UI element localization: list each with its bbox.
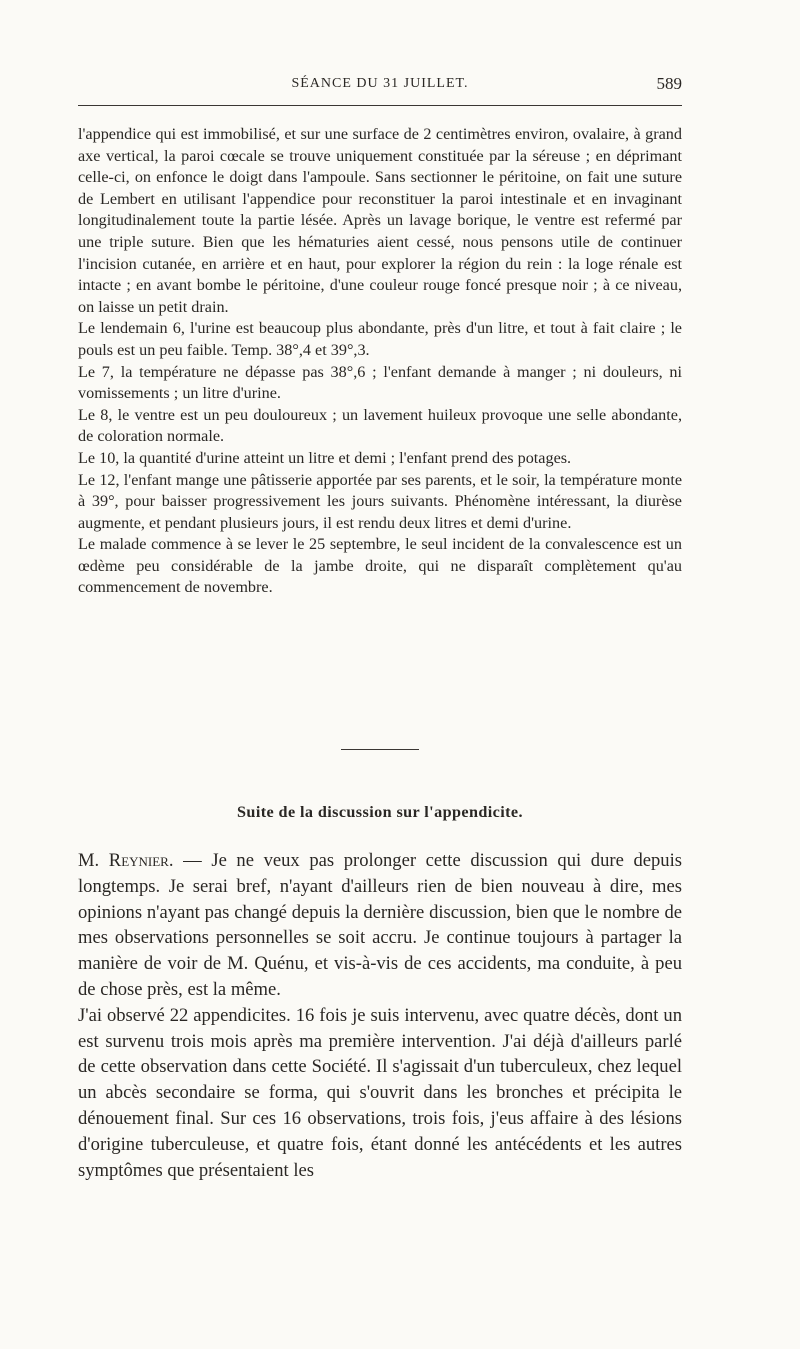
paragraph: Le 12, l'enfant mange une pâtisserie apportée par ses parents, et le soir, la température monte à 39°, pour baisser progressivement les jours suivants. Phénomène intéressant, la diurèse augmente, et pendant plusieurs jours, il est rendu deux litres et demi d'urine. [78, 470, 682, 532]
page-number: 589 [656, 74, 682, 93]
running-header [78, 74, 682, 100]
paragraph: Le 10, la quantité d'urine atteint un litre et demi ; l'enfant prend des potages. [78, 448, 572, 467]
case-report-text [78, 124, 682, 599]
header-title: SÉANCE DU 31 JUILLET. [291, 76, 469, 91]
paragraph: Le 8, le ventre est un peu douloureux ; un lavement huileux provoque une selle abondante, de coloration normale. [78, 405, 682, 446]
discussion-text [78, 848, 682, 1183]
section-title: Suite de la discussion sur l'appendicite. [237, 803, 523, 821]
header-rule [78, 105, 682, 106]
paragraph: Le lendemain 6, l'urine est beaucoup plus abondante, près d'un litre, et tout à fait claire ; le pouls est un peu faible. Temp. 38°,4 et 39°,3. [78, 319, 682, 359]
paragraph-text: — Je ne veux pas prolonger cette discussion qui dure depuis longtemps. Je serai bref, n'ayant d'ailleurs rien de bien nouveau à dire, mes opinions n'ayant pas changé depuis la dernière discussion, bien que le nombre de mes observations personnelles se soit accru. Je continue toujours à partager la manière de voir de M. Quénu, et vis-à-vis de ces accidents, ma conduite, à peu de chose près, est la même. [78, 850, 682, 1000]
section-separator [341, 749, 419, 750]
paragraph: Le 7, la température ne dépasse pas 38°,6 ; l'enfant demande à manger ; ni douleurs, ni vomissements ; un litre d'urine. [78, 362, 682, 403]
paragraph: J'ai observé 22 appendicites. 16 fois je suis intervenu, avec quatre décès, dont un est survenu trois mois après ma première intervention. J'ai déjà d'ailleurs parlé de cette observation dans cette Société. Il s'agissait d'un tuberculeux, chez lequel un abcès secondaire se forma, qui s'ouvrit dans les bronches et précipita le dénouement final. Sur ces 16 observations, trois fois, j'eus affaire à des lésions d'origine tuberculeuse, et quatre fois, étant donné les antécédents et les autres symptômes que présentaient les [78, 1004, 682, 1181]
paragraph: l'appendice qui est immobilisé, et sur une surface de 2 centimètres environ, ovalaire, à grand axe vertical, la paroi cœcale se trouve uniquement constituée par la séreuse ; en déprimant celle-ci, on enfonce le doigt dans l'ampoule. Sans sectionner le péritoine, on fait une suture de Lembert en utilisant l'appendice pour reconstituer la paroi intestinale et en invaginant longitudinalement toute la partie lésée. Après un lavage borique, le ventre est refermé par une triple suture. Bien que les hématuries aient cessé, nous pensons utile de continuer l'incision cutanée, en arrière et en haut, pour explorer la région du rein : la loge rénale est intacte ; en avant bombe le péritoine, d'une couleur rouge foncé presque noir ; à ce niveau, on laisse un petit drain. [78, 125, 682, 316]
paragraph: Le malade commence à se lever le 25 septembre, le seul incident de la convalescence est un œdème peu considérable de la jambe droite, qui ne disparaît complètement qu'au commencement de novembre. [78, 535, 682, 597]
speaker-name: M. Reynier. [78, 850, 174, 871]
paragraph [78, 848, 682, 1003]
